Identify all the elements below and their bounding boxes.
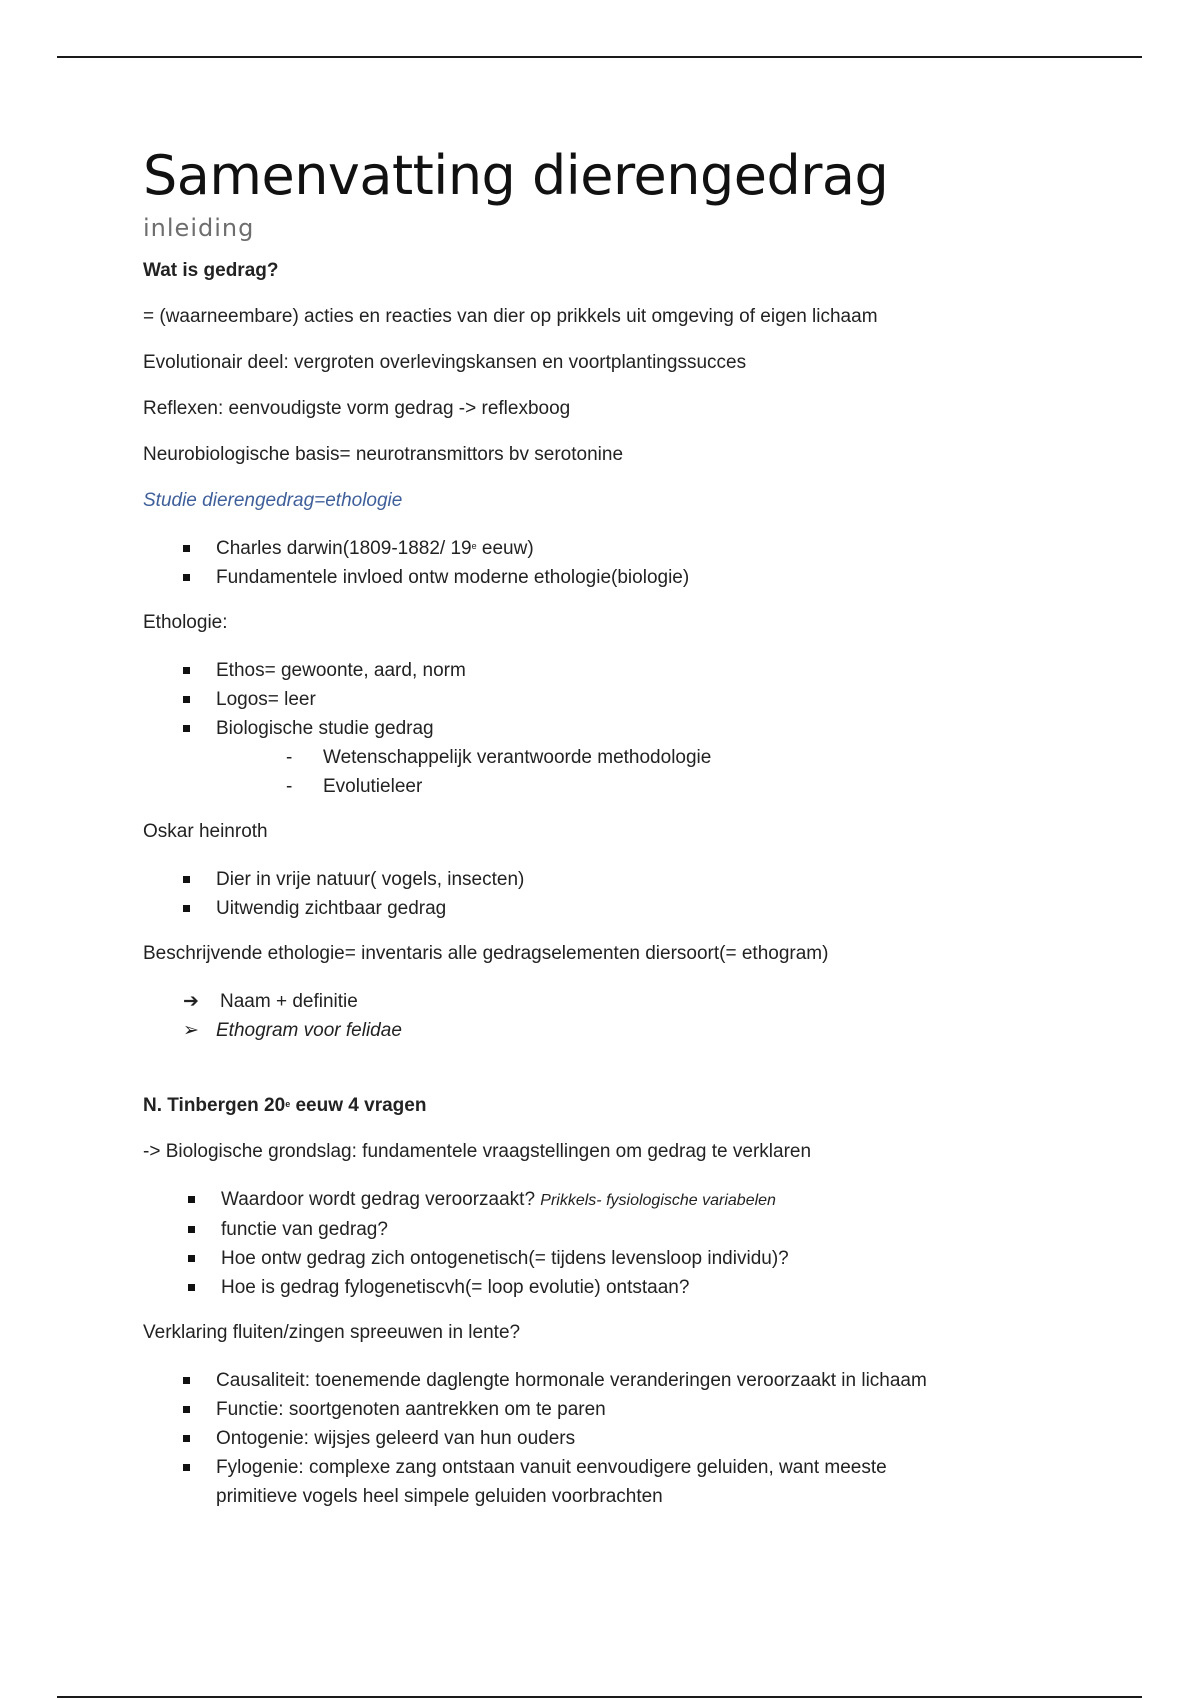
- list-item: Functie: soortgenoten aantrekken om te paren: [143, 1395, 1103, 1424]
- list-item: Hoe is gedrag fylogenetiscvh(= loop evolutie) ontstaan?: [148, 1273, 1103, 1302]
- ethologie-list: [143, 656, 1103, 801]
- document-body: [143, 140, 1103, 1529]
- list-item: functie van gedrag?: [148, 1215, 1103, 1244]
- grondslag-text: -> Biologische grondslag: fundamentele vraagstellingen om gedrag te verklaren: [143, 1141, 812, 1162]
- vragen-list: [143, 1185, 1103, 1302]
- list-item: ➔ Naam + definitie: [143, 987, 1103, 1016]
- darwin-list: [143, 534, 1103, 592]
- sub-list-item: - Evolutieleer: [286, 776, 423, 797]
- question-heading: Wat is gedrag?: [143, 260, 279, 281]
- list-item: Logos= leer: [143, 685, 1103, 714]
- arrow-list: [143, 987, 1103, 1045]
- list-item: Causaliteit: toenemende daglengte hormonale veranderingen veroorzaakt in lichaam: [143, 1366, 1103, 1395]
- studie-heading: Studie dierengedrag=ethologie: [143, 490, 403, 511]
- heinroth-label: Oskar heinroth: [143, 821, 268, 842]
- list-item: Hoe ontw gedrag zich ontogenetisch(= tijdens levensloop individu)?: [148, 1244, 1103, 1273]
- beschrijvend-text: Beschrijvende ethologie= inventaris alle gedragselementen diersoort(= ethogram): [143, 943, 829, 964]
- ethologie-label: Ethologie:: [143, 612, 228, 633]
- sub-list-item: - Wetenschappelijk verantwoorde methodologie: [286, 747, 712, 768]
- list-item: Biologische studie gedrag - Wetenschappelijk verantwoorde methodologie - Evolutieleer: [143, 714, 1103, 801]
- heinroth-list: [143, 865, 1103, 923]
- reflexen-text: Reflexen: eenvoudigste vorm gedrag -> reflexboog: [143, 398, 571, 419]
- top-rule: [57, 56, 1142, 58]
- list-item: Ethos= gewoonte, aard, norm: [143, 656, 1103, 685]
- verklaring-text: Verklaring fluiten/zingen spreeuwen in lente?: [143, 1322, 521, 1343]
- list-item: Fylogenie: complexe zang ontstaan vanuit eenvoudigere geluiden, want meeste primitieve vogels heel simpele geluiden voorbrachten: [143, 1453, 1103, 1511]
- arrow-icon: ➔: [183, 991, 199, 1012]
- arrowhead-icon: ➢: [183, 1020, 199, 1041]
- tinbergen-heading: N. Tinbergen 20e eeuw 4 vragen: [143, 1095, 427, 1116]
- ethologie-sublist: [216, 743, 1103, 801]
- list-item: Uitwendig zichtbaar gedrag: [143, 894, 1103, 923]
- list-item: Ontogenie: wijsjes geleerd van hun ouders: [143, 1424, 1103, 1453]
- page-title: Samenvatting dierengedrag: [143, 144, 889, 207]
- list-item: ➢ Ethogram voor felidae: [143, 1016, 1103, 1045]
- verklaring-list: [143, 1366, 1103, 1511]
- definition-text: = (waarneembare) acties en reacties van dier op prikkels uit omgeving of eigen lichaam: [143, 306, 878, 327]
- bottom-rule: [57, 1696, 1142, 1698]
- evolutionair-text: Evolutionair deel: vergroten overlevingskansen en voortplantingssucces: [143, 352, 747, 373]
- list-item: Charles darwin(1809-1882/ 19e eeuw): [143, 534, 1103, 563]
- page-subtitle: inleiding: [143, 214, 255, 242]
- list-item: Dier in vrije natuur( vogels, insecten): [143, 865, 1103, 894]
- neuro-text: Neurobiologische basis= neurotransmittors bv serotonine: [143, 444, 624, 465]
- list-item: Fundamentele invloed ontw moderne ethologie(biologie): [143, 563, 1103, 592]
- list-item: Waardoor wordt gedrag veroorzaakt? Prikkels- fysiologische variabelen: [148, 1185, 1103, 1215]
